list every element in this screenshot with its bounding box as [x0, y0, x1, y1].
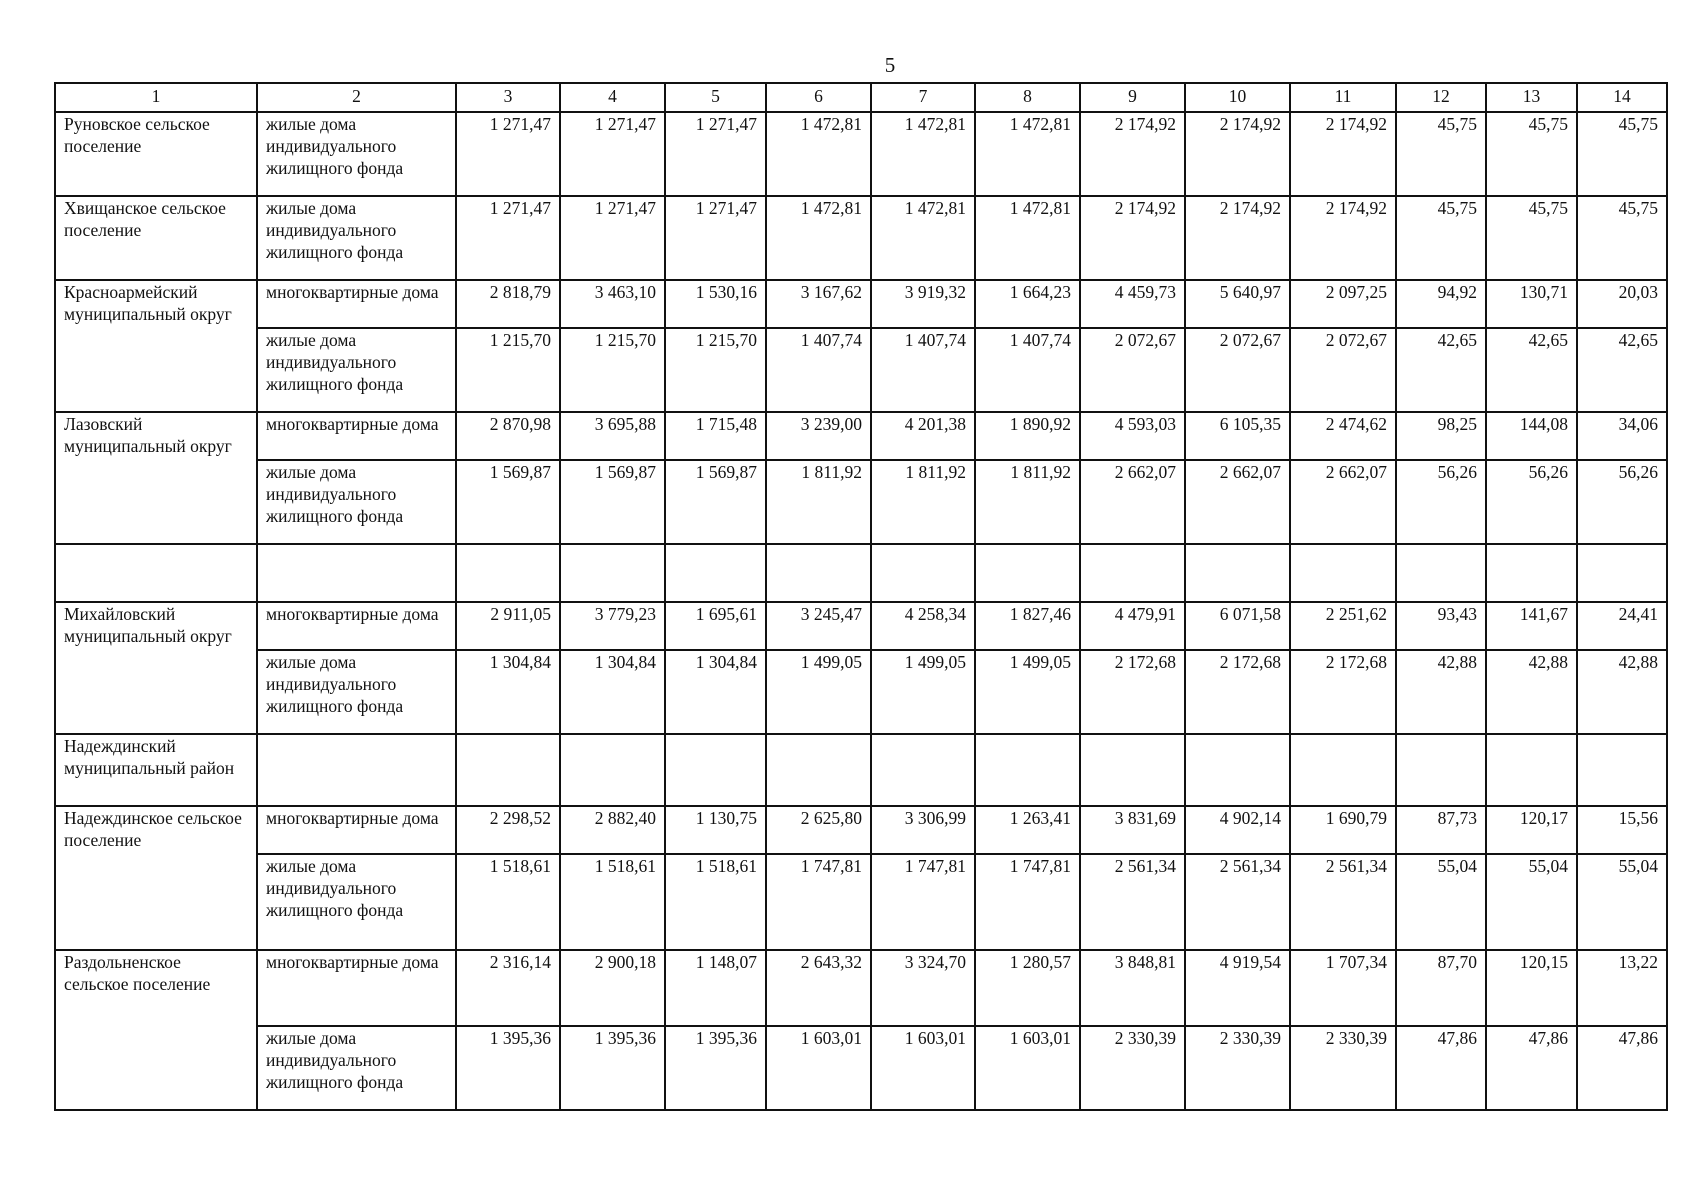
- empty-cell: [975, 544, 1080, 602]
- housing-type: многоквартирные дома: [257, 412, 456, 460]
- table-row: [55, 280, 1667, 328]
- housing-type: жилые дома индивидуального жилищного фонда: [257, 112, 456, 196]
- value-cell: 1 499,05: [871, 650, 975, 734]
- value-cell: 4 459,73: [1080, 280, 1185, 328]
- value-cell: 2 643,32: [766, 950, 871, 1026]
- value-cell: 56,26: [1577, 460, 1667, 544]
- header-cell: 3: [456, 83, 560, 112]
- value-cell: 1 811,92: [975, 460, 1080, 544]
- value-cell: 1 148,07: [665, 950, 766, 1026]
- value-cell: 1 472,81: [871, 196, 975, 280]
- value-cell: 3 779,23: [560, 602, 665, 650]
- value-cell: 1 518,61: [665, 854, 766, 950]
- value-cell: [1290, 734, 1396, 806]
- value-cell: 42,65: [1577, 328, 1667, 412]
- value-cell: 3 306,99: [871, 806, 975, 854]
- value-cell: 42,88: [1396, 650, 1486, 734]
- value-cell: 1 395,36: [560, 1026, 665, 1110]
- value-cell: 3 239,00: [766, 412, 871, 460]
- municipality-label: Раздольненское сельское поселение: [64, 952, 211, 994]
- value-cell: 45,75: [1396, 196, 1486, 280]
- value-cell: 2 330,39: [1080, 1026, 1185, 1110]
- empty-cell: [55, 544, 257, 602]
- municipality-name: [55, 412, 257, 544]
- value-cell: 1 603,01: [766, 1026, 871, 1110]
- value-cell: 2 251,62: [1290, 602, 1396, 650]
- value-cell: 2 911,05: [456, 602, 560, 650]
- municipality-label: Надеждинский муниципальный район: [64, 736, 235, 778]
- value-cell: 4 201,38: [871, 412, 975, 460]
- empty-cell: [1577, 544, 1667, 602]
- empty-cell: [766, 544, 871, 602]
- value-cell: 1 271,47: [560, 196, 665, 280]
- value-cell: 13,22: [1577, 950, 1667, 1026]
- value-cell: 6 105,35: [1185, 412, 1290, 460]
- value-cell: 1 695,61: [665, 602, 766, 650]
- municipality-name: [55, 602, 257, 734]
- housing-type: многоквартирные дома: [257, 602, 456, 650]
- value-cell: 2 662,07: [1080, 460, 1185, 544]
- value-cell: 2 662,07: [1290, 460, 1396, 544]
- value-cell: 45,75: [1486, 196, 1577, 280]
- value-cell: 3 167,62: [766, 280, 871, 328]
- value-cell: 2 561,34: [1080, 854, 1185, 950]
- municipality-name: [55, 112, 257, 196]
- value-cell: 2 662,07: [1185, 460, 1290, 544]
- municipality-name: [55, 806, 257, 950]
- value-cell: 47,86: [1396, 1026, 1486, 1110]
- value-cell: 2 625,80: [766, 806, 871, 854]
- empty-cell: [665, 544, 766, 602]
- value-cell: 1 304,84: [560, 650, 665, 734]
- table-row: [55, 460, 1667, 544]
- value-cell: 1 827,46: [975, 602, 1080, 650]
- value-cell: 1 130,75: [665, 806, 766, 854]
- value-cell: 1 407,74: [766, 328, 871, 412]
- value-cell: 4 593,03: [1080, 412, 1185, 460]
- value-cell: 47,86: [1577, 1026, 1667, 1110]
- value-cell: 1 271,47: [560, 112, 665, 196]
- header-cell: 14: [1577, 83, 1667, 112]
- housing-type: жилые дома индивидуального жилищного фонда: [257, 196, 456, 280]
- value-cell: 94,92: [1396, 280, 1486, 328]
- value-cell: 2 072,67: [1290, 328, 1396, 412]
- header-cell: 8: [975, 83, 1080, 112]
- value-cell: 1 407,74: [871, 328, 975, 412]
- value-cell: 1 603,01: [871, 1026, 975, 1110]
- value-cell: 2 900,18: [560, 950, 665, 1026]
- housing-type: многоквартирные дома: [257, 280, 456, 328]
- value-cell: 55,04: [1577, 854, 1667, 950]
- value-cell: 1 215,70: [456, 328, 560, 412]
- value-cell: 2 316,14: [456, 950, 560, 1026]
- value-cell: 4 479,91: [1080, 602, 1185, 650]
- value-cell: 2 561,34: [1185, 854, 1290, 950]
- value-cell: 1 215,70: [665, 328, 766, 412]
- empty-cell: [1080, 544, 1185, 602]
- value-cell: 2 174,92: [1185, 112, 1290, 196]
- value-cell: 1 395,36: [665, 1026, 766, 1110]
- value-cell: 144,08: [1486, 412, 1577, 460]
- value-cell: 4 258,34: [871, 602, 975, 650]
- header-cell: 4: [560, 83, 665, 112]
- value-cell: 1 395,36: [456, 1026, 560, 1110]
- value-cell: 1 518,61: [560, 854, 665, 950]
- value-cell: 6 071,58: [1185, 602, 1290, 650]
- value-cell: 45,75: [1396, 112, 1486, 196]
- value-cell: 1 304,84: [665, 650, 766, 734]
- tariff-table: [54, 82, 1668, 1111]
- header-row: [55, 83, 1667, 112]
- housing-type: жилые дома индивидуального жилищного фонда: [257, 328, 456, 412]
- value-cell: 2 174,92: [1080, 112, 1185, 196]
- header-cell: 10: [1185, 83, 1290, 112]
- empty-cell: [257, 544, 456, 602]
- value-cell: 1 890,92: [975, 412, 1080, 460]
- header-cell: 9: [1080, 83, 1185, 112]
- value-cell: [456, 734, 560, 806]
- value-cell: 1 569,87: [560, 460, 665, 544]
- value-cell: 1 271,47: [665, 112, 766, 196]
- value-cell: [1577, 734, 1667, 806]
- value-cell: 1 472,81: [975, 196, 1080, 280]
- value-cell: 20,03: [1577, 280, 1667, 328]
- value-cell: 1 664,23: [975, 280, 1080, 328]
- municipality-name: [55, 196, 257, 280]
- table-row: [55, 328, 1667, 412]
- value-cell: 1 569,87: [665, 460, 766, 544]
- table-row: [55, 412, 1667, 460]
- value-cell: 1 215,70: [560, 328, 665, 412]
- table-row: [55, 734, 1667, 806]
- municipality-label: Хвищанское сельское поселение: [64, 198, 226, 240]
- value-cell: 56,26: [1396, 460, 1486, 544]
- value-cell: 42,65: [1486, 328, 1577, 412]
- blank-row: [55, 544, 1667, 602]
- value-cell: 2 818,79: [456, 280, 560, 328]
- value-cell: 42,88: [1577, 650, 1667, 734]
- housing-type: многоквартирные дома: [257, 806, 456, 854]
- value-cell: 1 499,05: [766, 650, 871, 734]
- value-cell: 2 561,34: [1290, 854, 1396, 950]
- header-cell: 6: [766, 83, 871, 112]
- empty-cell: [1290, 544, 1396, 602]
- value-cell: 2 330,39: [1185, 1026, 1290, 1110]
- value-cell: [1080, 734, 1185, 806]
- municipality-name: [55, 950, 257, 1110]
- value-cell: 45,75: [1486, 112, 1577, 196]
- value-cell: 1 304,84: [456, 650, 560, 734]
- value-cell: 55,04: [1396, 854, 1486, 950]
- value-cell: 1 472,81: [766, 196, 871, 280]
- header-cell: 5: [665, 83, 766, 112]
- empty-cell: [456, 544, 560, 602]
- value-cell: [560, 734, 665, 806]
- municipality-label: Красноармейский муниципальный округ: [64, 282, 232, 324]
- empty-cell: [560, 544, 665, 602]
- value-cell: 2 174,92: [1185, 196, 1290, 280]
- value-cell: 1 499,05: [975, 650, 1080, 734]
- value-cell: 1 603,01: [975, 1026, 1080, 1110]
- empty-cell: [871, 544, 975, 602]
- header-cell: 12: [1396, 83, 1486, 112]
- header-cell: 13: [1486, 83, 1577, 112]
- value-cell: 1 707,34: [1290, 950, 1396, 1026]
- value-cell: 34,06: [1577, 412, 1667, 460]
- table-row: [55, 602, 1667, 650]
- value-cell: 1 472,81: [975, 112, 1080, 196]
- value-cell: 2 174,92: [1290, 196, 1396, 280]
- empty-cell: [1185, 544, 1290, 602]
- value-cell: 1 472,81: [871, 112, 975, 196]
- value-cell: 120,15: [1486, 950, 1577, 1026]
- value-cell: 2 072,67: [1080, 328, 1185, 412]
- value-cell: 1 747,81: [766, 854, 871, 950]
- value-cell: [1185, 734, 1290, 806]
- value-cell: 1 271,47: [456, 112, 560, 196]
- value-cell: 2 072,67: [1185, 328, 1290, 412]
- municipality-label: Руновское сельское поселение: [64, 114, 210, 156]
- value-cell: 42,65: [1396, 328, 1486, 412]
- housing-type: многоквартирные дома: [257, 950, 456, 1026]
- housing-type: жилые дома индивидуального жилищного фонда: [257, 460, 456, 544]
- value-cell: 56,26: [1486, 460, 1577, 544]
- value-cell: 1 715,48: [665, 412, 766, 460]
- value-cell: 15,56: [1577, 806, 1667, 854]
- municipality-label: Лазовский муниципальный округ: [64, 414, 232, 456]
- value-cell: 3 245,47: [766, 602, 871, 650]
- value-cell: 3 848,81: [1080, 950, 1185, 1026]
- municipality-name: [55, 280, 257, 412]
- value-cell: 2 172,68: [1080, 650, 1185, 734]
- value-cell: 2 174,92: [1290, 112, 1396, 196]
- value-cell: 3 695,88: [560, 412, 665, 460]
- value-cell: 24,41: [1577, 602, 1667, 650]
- value-cell: 5 640,97: [1185, 280, 1290, 328]
- value-cell: 120,17: [1486, 806, 1577, 854]
- table-row: [55, 112, 1667, 196]
- value-cell: 55,04: [1486, 854, 1577, 950]
- value-cell: [1396, 734, 1486, 806]
- value-cell: 2 298,52: [456, 806, 560, 854]
- value-cell: 93,43: [1396, 602, 1486, 650]
- municipality-name: [55, 734, 257, 806]
- page-number: 5: [884, 53, 896, 77]
- value-cell: 3 831,69: [1080, 806, 1185, 854]
- value-cell: 1 263,41: [975, 806, 1080, 854]
- value-cell: 3 324,70: [871, 950, 975, 1026]
- value-cell: 1 518,61: [456, 854, 560, 950]
- value-cell: 141,67: [1486, 602, 1577, 650]
- value-cell: 3 463,10: [560, 280, 665, 328]
- empty-cell: [1396, 544, 1486, 602]
- housing-type: жилые дома индивидуального жилищного фонда: [257, 854, 456, 950]
- value-cell: 2 474,62: [1290, 412, 1396, 460]
- value-cell: [766, 734, 871, 806]
- value-cell: 1 407,74: [975, 328, 1080, 412]
- value-cell: [1486, 734, 1577, 806]
- value-cell: 1 271,47: [456, 196, 560, 280]
- value-cell: 1 747,81: [871, 854, 975, 950]
- value-cell: [665, 734, 766, 806]
- value-cell: 2 330,39: [1290, 1026, 1396, 1110]
- empty-cell: [1486, 544, 1577, 602]
- value-cell: 42,88: [1486, 650, 1577, 734]
- table-row: [55, 950, 1667, 1026]
- value-cell: 2 870,98: [456, 412, 560, 460]
- value-cell: 1 747,81: [975, 854, 1080, 950]
- value-cell: 1 280,57: [975, 950, 1080, 1026]
- value-cell: 1 472,81: [766, 112, 871, 196]
- value-cell: 2 172,68: [1185, 650, 1290, 734]
- value-cell: 2 174,92: [1080, 196, 1185, 280]
- value-cell: 1 569,87: [456, 460, 560, 544]
- value-cell: 87,70: [1396, 950, 1486, 1026]
- value-cell: [975, 734, 1080, 806]
- table-row: [55, 650, 1667, 734]
- value-cell: 2 172,68: [1290, 650, 1396, 734]
- table-row: [55, 196, 1667, 280]
- value-cell: 45,75: [1577, 112, 1667, 196]
- municipality-label: Михайловский муниципальный округ: [64, 604, 232, 646]
- value-cell: 130,71: [1486, 280, 1577, 328]
- value-cell: 1 271,47: [665, 196, 766, 280]
- housing-type: жилые дома индивидуального жилищного фонда: [257, 650, 456, 734]
- municipality-label: Надеждинское сельское поселение: [64, 808, 242, 850]
- value-cell: 2 882,40: [560, 806, 665, 854]
- header-cell: 2: [257, 83, 456, 112]
- table-row: [55, 1026, 1667, 1110]
- value-cell: 87,73: [1396, 806, 1486, 854]
- table-row: [55, 806, 1667, 854]
- value-cell: 3 919,32: [871, 280, 975, 328]
- housing-type: [257, 734, 456, 806]
- value-cell: 2 097,25: [1290, 280, 1396, 328]
- value-cell: 1 530,16: [665, 280, 766, 328]
- value-cell: 45,75: [1577, 196, 1667, 280]
- table-row: [55, 854, 1667, 950]
- housing-type: жилые дома индивидуального жилищного фонда: [257, 1026, 456, 1110]
- header-cell: 1: [55, 83, 257, 112]
- value-cell: 1 811,92: [871, 460, 975, 544]
- value-cell: [871, 734, 975, 806]
- value-cell: 98,25: [1396, 412, 1486, 460]
- value-cell: 1 811,92: [766, 460, 871, 544]
- value-cell: 4 902,14: [1185, 806, 1290, 854]
- value-cell: 4 919,54: [1185, 950, 1290, 1026]
- value-cell: 47,86: [1486, 1026, 1577, 1110]
- value-cell: 1 690,79: [1290, 806, 1396, 854]
- header-cell: 11: [1290, 83, 1396, 112]
- header-cell: 7: [871, 83, 975, 112]
